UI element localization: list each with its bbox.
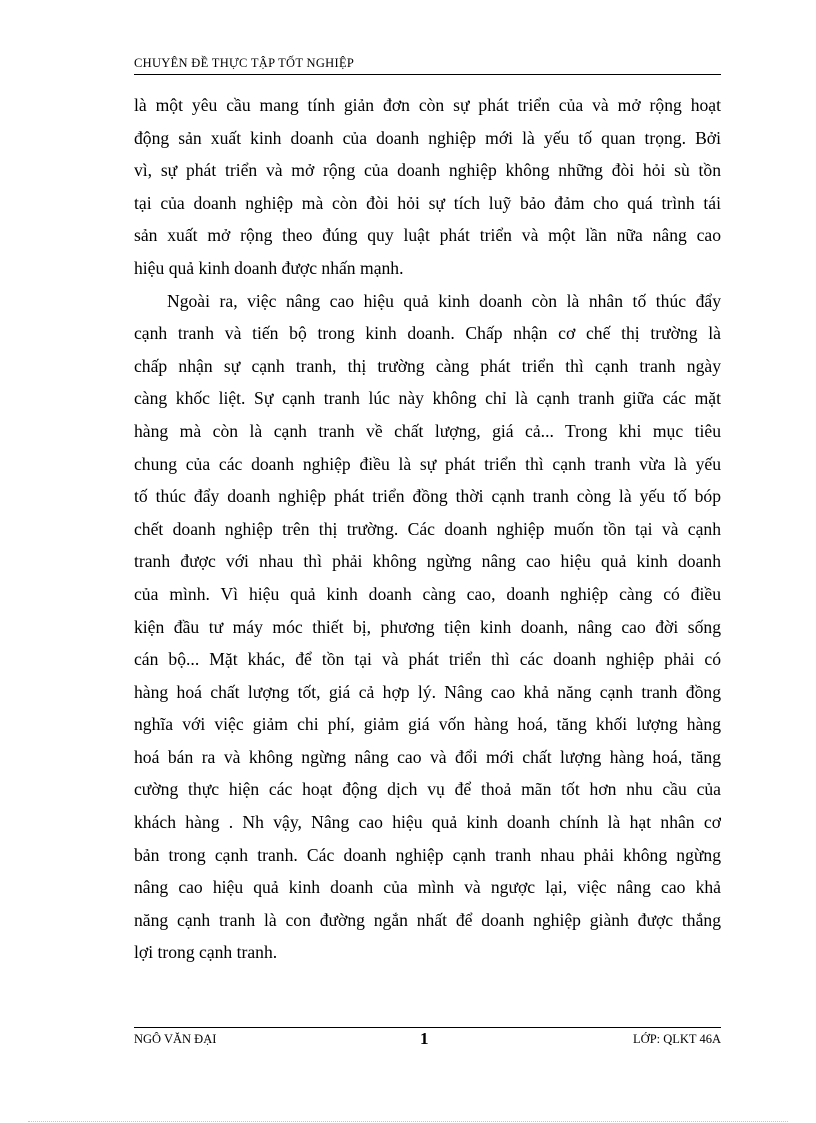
text-line: hàng hoá chất lượng tốt, giá cả hợp lý. Nâng cao khả năng cạnh tranh đồng <box>134 681 721 702</box>
footer-class: LỚP: QLKT 46A <box>633 1032 721 1046</box>
text-line: khách hàng . Nh vậy, Nâng cao hiệu quả kinh doanh chính là hạt nhân cơ <box>134 812 721 833</box>
text-line: vì, sự phát triển và mở rộng của doanh nghiệp không những đòi hỏi sù tồn <box>134 160 721 181</box>
header-rule <box>134 74 721 75</box>
text-line: cạnh tranh và tiến bộ trong kinh doanh. Chấp nhận cơ chế thị trường là <box>134 323 721 344</box>
text-line: chung của các doanh nghiệp điều là sự phát triển thì cạnh tranh vừa là yếu <box>134 453 721 474</box>
text-line: hàng mà còn là cạnh tranh về chất lượng, giá cả... Trong khi mục tiêu <box>134 420 721 441</box>
text-line: nghĩa với việc giảm chi phí, giảm giá vốn hàng hoá, tăng khối lượng hàng <box>134 714 721 735</box>
body-text <box>134 89 721 969</box>
text-line: bản trong cạnh tranh. Các doanh nghiệp cạnh tranh nhau phải không ngừng <box>134 844 721 865</box>
text-line: tố thúc đẩy doanh nghiệp phát triển đồng thời cạnh tranh còng là yếu tố bóp <box>134 486 721 507</box>
text-line: là một yêu cầu mang tính giản đơn còn sự phát triển của và mở rộng hoạt <box>134 95 721 115</box>
page-header <box>134 56 721 76</box>
text-line: hiệu quả kinh doanh được nhấn mạnh. <box>134 257 404 278</box>
text-line: cán bộ... Mặt khác, để tồn tại và phát triển thì các doanh nghiệp phải có <box>134 649 721 670</box>
text-line: sản xuất mở rộng theo đúng quy luật phát triển và một lần nữa nâng cao <box>134 225 721 246</box>
page-footer <box>134 1024 721 1054</box>
page-bottom-divider <box>28 1121 788 1122</box>
text-line: lợi trong cạnh tranh. <box>134 942 278 963</box>
text-line: kiện đầu tư máy móc thiết bị, phương tiện kinh doanh, nâng cao đời sống <box>134 616 721 637</box>
text-line: tranh được với nhau thì phải không ngừng nâng cao hiệu quả kinh doanh <box>134 551 721 572</box>
text-line: Ngoài ra, việc nâng cao hiệu quả kinh doanh còn là nhân tố thúc đẩy <box>167 290 721 311</box>
text-line: năng cạnh tranh là con đường ngắn nhất để doanh nghiệp giành được thắng <box>134 909 721 930</box>
text-line: chấp nhận sự cạnh tranh, thị trường càng phát triển thì cạnh tranh ngày <box>134 355 721 376</box>
text-line: càng khốc liệt. Sự cạnh tranh lúc này không chỉ là cạnh tranh giữa các mặt <box>134 388 721 409</box>
text-line: cường thực hiện các hoạt động dịch vụ để thoả mãn tốt hơn nhu cầu của <box>134 779 721 800</box>
text-line: nâng cao hiệu quả kinh doanh của mình và ngược lại, việc nâng cao khả <box>134 877 721 898</box>
text-line: tại của doanh nghiệp mà còn đòi hỏi sự tích luỹ bảo đảm cho quá trình tái <box>134 192 721 213</box>
text-line: hoá bán ra và không ngừng nâng cao và đổi mới chất lượng hàng hoá, tăng <box>134 746 721 767</box>
header-title: CHUYÊN ĐỀ THỰC TẬP TỐT NGHIỆP <box>134 56 355 70</box>
text-line: của mình. Vì hiệu quả kinh doanh càng cao, doanh nghiệp càng có điều <box>134 583 721 604</box>
footer-author: NGÔ VĂN ĐẠI <box>134 1032 217 1046</box>
text-line: động sản xuất kinh doanh của doanh nghiệp mới là yếu tố quan trọng. Bởi <box>134 127 721 148</box>
footer-rule <box>134 1027 721 1028</box>
page-number: 1 <box>420 1029 429 1048</box>
text-line: chết doanh nghiệp trên thị trường. Các doanh nghiệp muốn tồn tại và cạnh <box>134 518 721 539</box>
